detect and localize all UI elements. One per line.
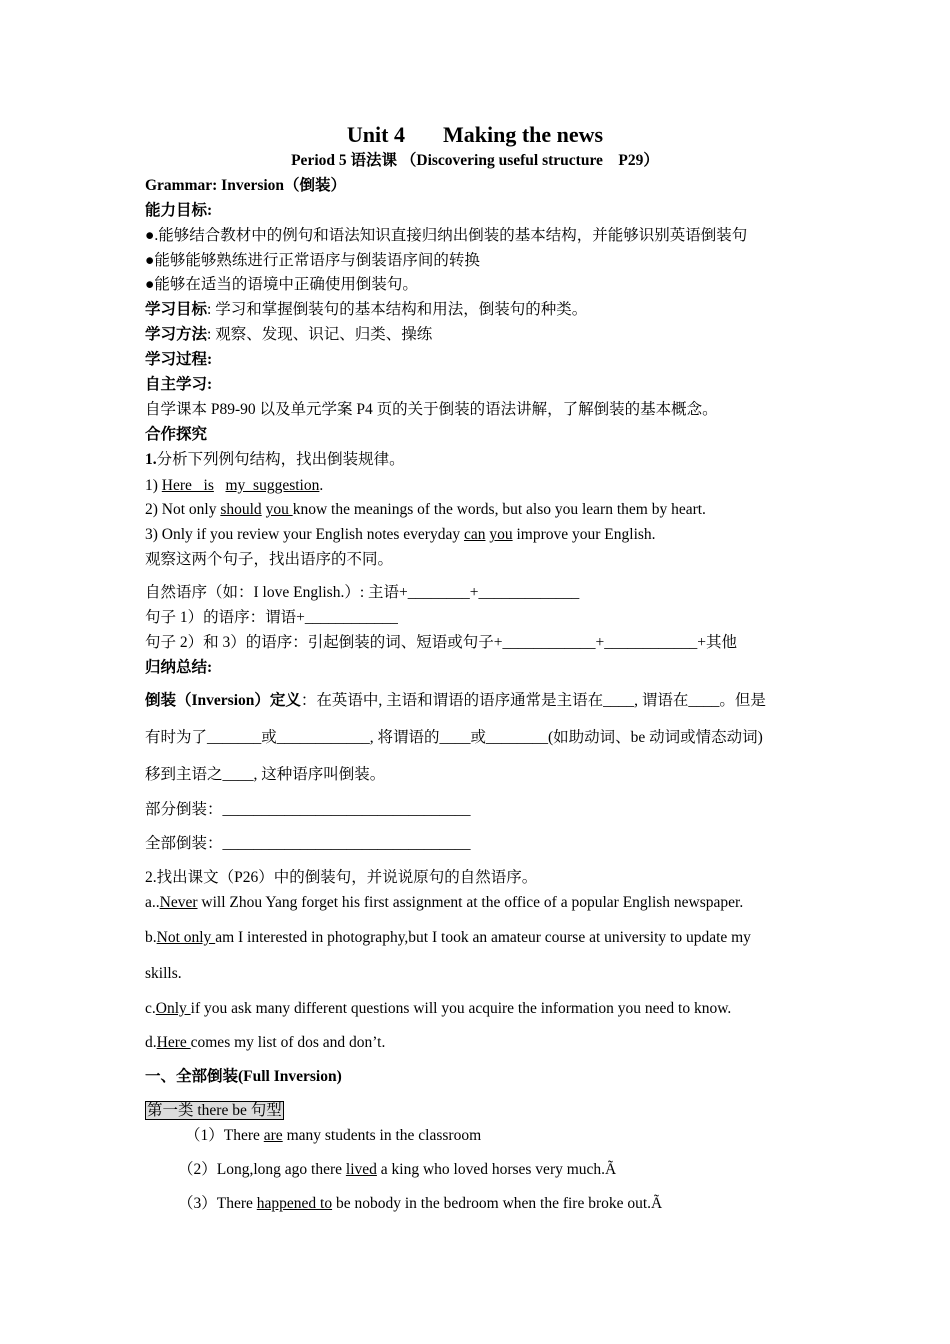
- ability-item: ●能够能够熟练进行正常语序与倒装语序间的转换: [145, 252, 480, 269]
- underlined-word: Never: [159, 894, 198, 911]
- item-text: （2）Long,long ago there: [178, 1161, 346, 1178]
- sentence-text: comes my list of dos and don’t.: [190, 1034, 386, 1051]
- underlined-word: happened to: [256, 1195, 333, 1212]
- self-study-heading: 自主学习:: [145, 376, 213, 393]
- learning-goal: [145, 300, 587, 320]
- sentence-text: am I interested in photography,but I took an amateur course at university to update my: [215, 929, 751, 946]
- question-1: [145, 450, 405, 470]
- sentence-text: a..: [145, 894, 160, 911]
- sentence-text: b.: [145, 929, 157, 946]
- sentence-text: will Zhou Yang forget his first assignment at the office of a popular English newspaper.: [197, 894, 744, 911]
- example-3: [145, 525, 656, 545]
- sentence-text: if you ask many different questions will you acquire the information you need to know.: [190, 1000, 732, 1017]
- there-be-item-3: [178, 1194, 662, 1214]
- underlined-word: can: [463, 526, 486, 543]
- observe-prompt: 观察这两个句子，找出语序的不同。: [145, 551, 394, 568]
- ability-item: ●能够在适当的语境中正确使用倒装句。: [145, 276, 418, 293]
- grammar-heading: Grammar: Inversion（倒装）: [145, 177, 347, 194]
- text-sentence-b: [145, 928, 751, 948]
- unit-label: Unit 4: [346, 122, 405, 147]
- learning-process-heading: 学习过程:: [145, 351, 213, 368]
- definition-line-3: 移到主语之____, 这种语序叫倒装。: [145, 766, 386, 783]
- underlined-word: Only: [155, 1000, 191, 1017]
- summary-heading: 归纳总结:: [145, 659, 213, 676]
- type-1-box: 第一类 there be 句型: [147, 1102, 282, 1119]
- question-number: 1.: [145, 451, 157, 468]
- question-2: 2.找出课文（P26）中的倒装句，并说说原句的自然语序。: [145, 869, 538, 886]
- sentence-text: c.: [145, 1000, 156, 1017]
- example-text: .: [319, 477, 324, 494]
- learning-goal-label: 学习目标: [145, 301, 208, 318]
- sentence1-order: 句子 1）的语序：谓语+____________: [145, 609, 398, 626]
- question-text: 分析下列例句结构，找出倒装规律。: [156, 451, 405, 468]
- partial-inversion: 部分倒装：________________________________: [145, 801, 471, 818]
- underlined-word: lived: [345, 1161, 377, 1178]
- definition-line-2: 有时为了_______或____________, 将谓语的____或________(如助动词、be 动词或情态动词): [145, 729, 763, 746]
- page-subtitle: Period 5 语法课 （Discovering useful structure P29）: [291, 152, 659, 169]
- learning-method-label: 学习方法: [145, 326, 208, 343]
- topic-label: Making the news: [442, 122, 604, 147]
- underlined-word: my suggestion: [225, 477, 320, 494]
- underlined-word: are: [263, 1127, 283, 1144]
- item-text: （3）There: [178, 1195, 257, 1212]
- learning-method: [145, 325, 432, 345]
- self-study-text: 自学课本 P89-90 以及单元学案 P4 页的关于倒装的语法讲解，了解倒装的基本概念。: [145, 401, 718, 418]
- definition-label: 倒装（Inversion）定义: [145, 692, 301, 709]
- definition-line-1: [145, 691, 766, 711]
- there-be-item-1: [185, 1126, 481, 1146]
- type-1-label: [145, 1101, 284, 1121]
- underlined-word: Here is: [161, 477, 214, 494]
- text-sentence-d: [145, 1033, 385, 1053]
- item-text: a king who loved horses very much.Ã: [376, 1161, 617, 1178]
- there-be-item-2: [178, 1160, 616, 1180]
- text-sentence-c: [145, 999, 731, 1019]
- underlined-word: Here: [156, 1034, 191, 1051]
- natural-order: 自然语序（如：I love English.）: 主语+________+_____________: [145, 584, 580, 601]
- example-text: [214, 477, 226, 494]
- item-text: many students in the classroom: [282, 1127, 482, 1144]
- sentence-text: d.: [145, 1034, 157, 1051]
- example-1: [145, 476, 323, 496]
- full-inversion: 全部倒装：________________________________: [145, 835, 471, 852]
- underlined-word: Not only: [156, 929, 216, 946]
- underlined-word: should: [220, 501, 262, 518]
- page-title: [0, 122, 950, 147]
- underlined-word: you: [265, 501, 293, 518]
- example-text: improve your English.: [512, 526, 656, 543]
- text-sentence-a: [145, 893, 743, 913]
- learning-goal-text: : 学习和掌握倒装句的基本结构和用法，倒装句的种类。: [207, 301, 588, 318]
- example-text: 1): [145, 477, 162, 494]
- example-text: know the meanings of the words, but also you learn them by heart.: [292, 501, 706, 518]
- item-text: （1）There: [185, 1127, 264, 1144]
- sentence23-order: 句子 2）和 3）的语序：引起倒装的词、短语或句子+____________+____________+其他: [145, 634, 737, 651]
- section-full-inversion: 一、全部倒装(Full Inversion): [145, 1068, 342, 1085]
- item-text: be nobody in the bedroom when the fire broke out.Ã: [332, 1195, 663, 1212]
- example-text: 2) Not only: [145, 501, 221, 518]
- underlined-word: you: [489, 526, 513, 543]
- coop-heading: 合作探究: [145, 426, 208, 443]
- text-sentence-b-cont: skills.: [145, 965, 182, 982]
- ability-item: ●.能够结合教材中的例句和语法知识直接归纳出倒装的基本结构，并能够识别英语倒装句: [145, 227, 748, 244]
- definition-text: ：在英语中, 主语和谓语的语序通常是主语在____, 谓语在____。但是: [300, 692, 766, 709]
- example-text: 3) Only if you review your English notes everyday: [145, 526, 464, 543]
- ability-heading: 能力目标:: [145, 202, 213, 219]
- example-2: [145, 500, 706, 520]
- learning-method-text: : 观察、发现、识记、归类、操练: [207, 326, 433, 343]
